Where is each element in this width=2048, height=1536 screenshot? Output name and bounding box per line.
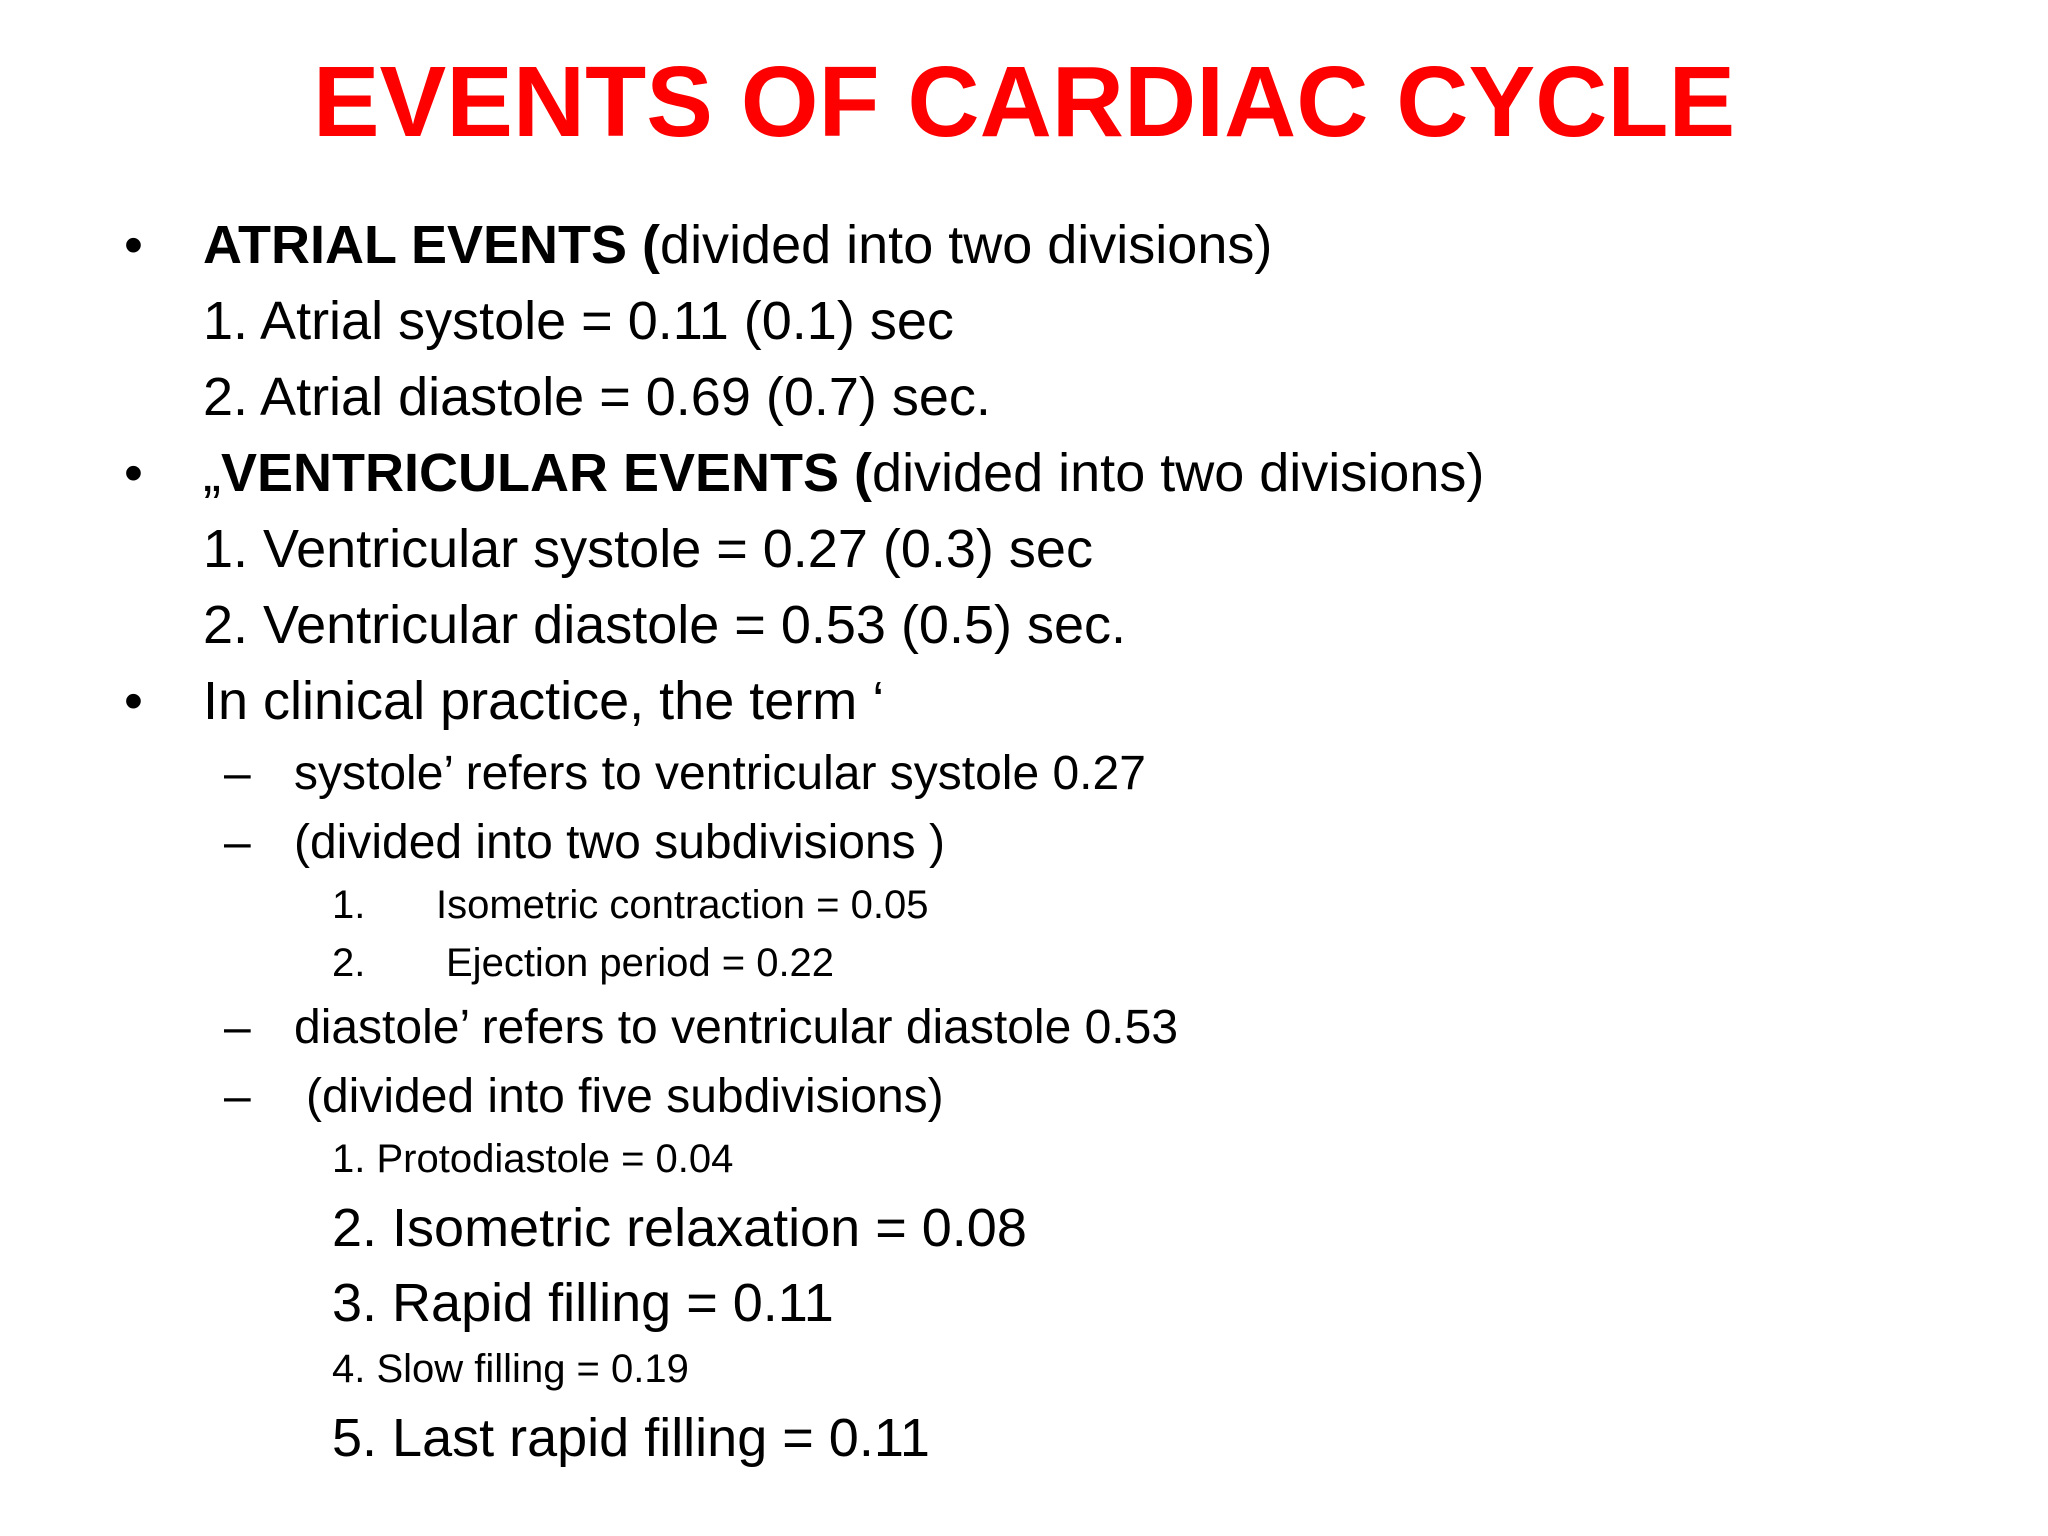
dash-icon: – bbox=[224, 816, 251, 869]
ventricular-events-heading bbox=[203, 440, 1484, 506]
ventricular-item: 1. Ventricular systole = 0.27 (0.3) sec bbox=[203, 519, 1093, 579]
slide-title: EVENTS OF CARDIAC CYCLE bbox=[312, 46, 1736, 158]
diastole-item: 4. Slow filling = 0.19 bbox=[332, 1347, 689, 1391]
ventricular-events-heading-rest: divided into two divisions) bbox=[872, 443, 1485, 503]
atrial-events-heading bbox=[203, 212, 1272, 278]
ventricular-item: 2. Ventricular diastole = 0.53 (0.5) sec. bbox=[203, 595, 1127, 655]
diastole-item: 2. Isometric relaxation = 0.08 bbox=[332, 1198, 1027, 1258]
atrial-events-heading-rest: divided into two divisions) bbox=[660, 215, 1273, 275]
systole-item: Isometric contraction = 0.05 bbox=[436, 883, 929, 927]
systole-item: Ejection period = 0.22 bbox=[446, 941, 835, 985]
ventricular-events-heading-bold: VENTRICULAR EVENTS ( bbox=[220, 443, 873, 503]
bullet-icon: • bbox=[124, 443, 143, 503]
diastole-item: 3. Rapid filling = 0.11 bbox=[332, 1273, 834, 1333]
atrial-item: 2. Atrial diastole = 0.69 (0.7) sec. bbox=[203, 367, 991, 427]
systole-item-number: 1. bbox=[332, 883, 366, 927]
bullet-icon: • bbox=[124, 215, 143, 275]
diastole-item: 1. Protodiastole = 0.04 bbox=[332, 1137, 734, 1181]
bullet-icon: • bbox=[124, 671, 143, 731]
diastole-sub-heading: (divided into five subdivisions) bbox=[306, 1070, 944, 1123]
systole-item-number: 2. bbox=[332, 941, 366, 985]
atrial-item: 1. Atrial systole = 0.11 (0.1) sec bbox=[203, 291, 954, 351]
clinical-heading: In clinical practice, the term ‘ bbox=[203, 671, 885, 731]
dash-icon: – bbox=[224, 1070, 251, 1123]
ventricular-heading-prefix: „ bbox=[203, 443, 221, 503]
dash-icon: – bbox=[224, 747, 251, 800]
systole-sub-heading: (divided into two subdivisions ) bbox=[294, 816, 945, 869]
dash-icon: – bbox=[224, 1001, 251, 1054]
diastole-item: 5. Last rapid filling = 0.11 bbox=[332, 1408, 930, 1468]
systole-line: systole’ refers to ventricular systole 0.27 bbox=[294, 747, 1146, 800]
atrial-events-heading-bold: ATRIAL EVENTS ( bbox=[203, 215, 661, 275]
diastole-line: diastole’ refers to ventricular diastole 0.53 bbox=[294, 1001, 1179, 1054]
